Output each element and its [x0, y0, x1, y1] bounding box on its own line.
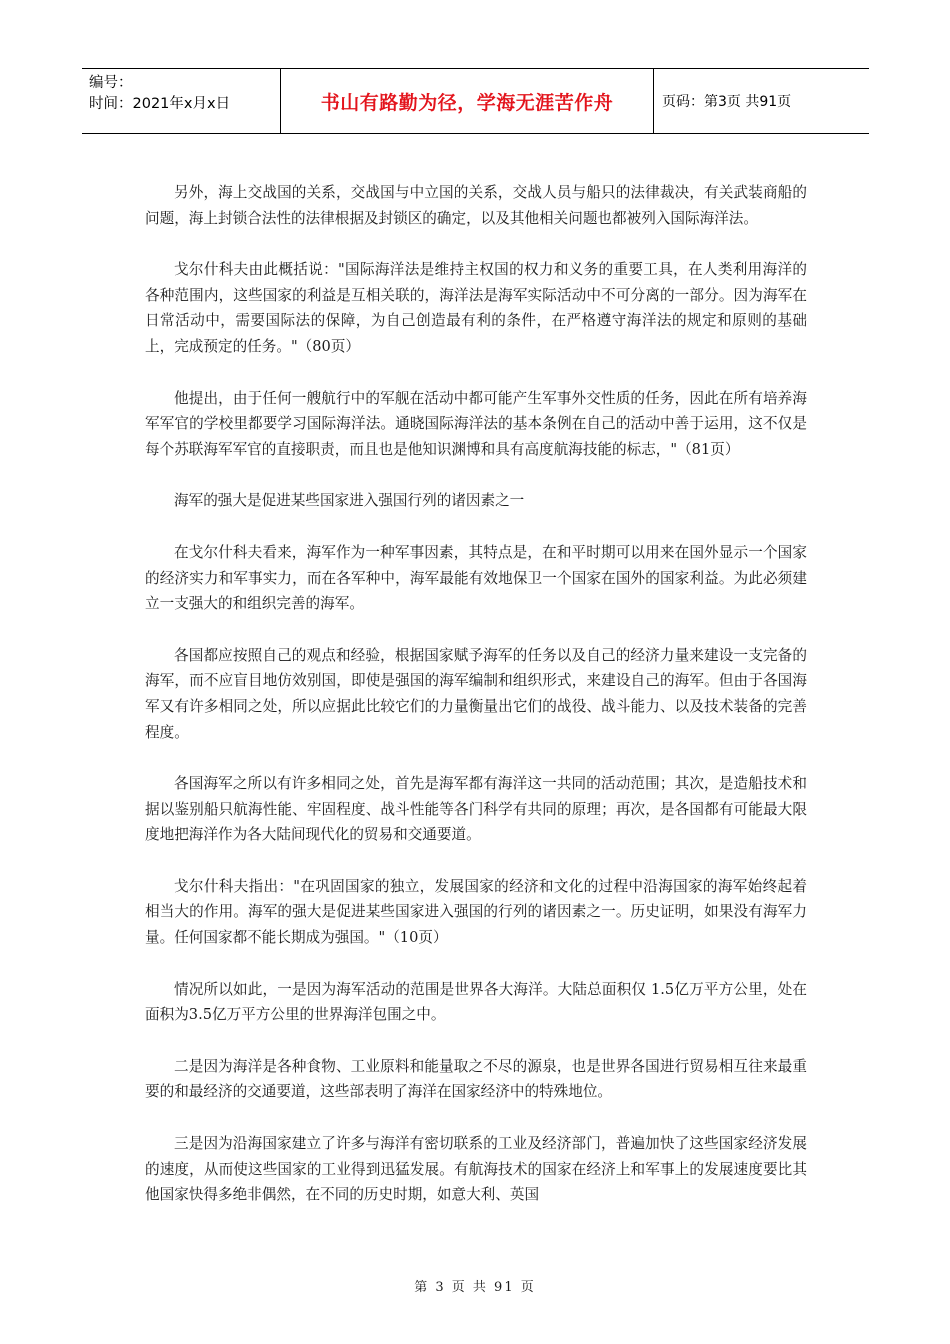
header-meta	[82, 69, 281, 133]
page-footer: 第 3 页 共 91 页	[414, 1280, 536, 1295]
paragraph: 另外，海上交战国的关系，交战国与中立国的关系，交战人员与船只的法律裁决，有关武装商船的问题，海上封锁合法性的法律根据及封锁区的确定，以及其他相关问题也都被列入国际海洋法。	[145, 184, 807, 227]
paragraph: 在戈尔什科夫看来，海军作为一种军事因素，其特点是，在和平时期可以用来在国外显示一个国家的经济实力和军事实力，而在各军种中，海军最能有效地保卫一个国家在国外的国家利益。为此必须建立一支强大的和组织完善的海军。	[145, 543, 807, 613]
paragraph: 戈尔什科夫指出："在巩固国家的独立，发展国家的经济和文化的过程中沿海国家的海军始终起着相当大的作用。海军的强大是促进某些国家进入强国的行列的诸因素之一。历史证明，如果没有海军力量。任何国家都不能长期成为强国。"（10页）	[145, 877, 807, 947]
paragraph: 二是因为海洋是各种食物、工业原料和能量取之不尽的源泉，也是世界各国进行贸易相互往来最重要的和最经济的交通要道，这些部表明了海洋在国家经济中的特殊地位。	[145, 1057, 807, 1101]
paragraph: 各国都应按照自己的观点和经验，根据国家赋予海军的任务以及自己的经济力量来建设一支完备的海军，而不应盲目地仿效别国，即使是强国的海军编制和组织形式，来建设自己的海军。但由于各国海军又有许多相同之处，所以应据此比较它们的力量衡量出它们的战役、战斗能力、以及技术装备的完善程度。	[145, 646, 807, 741]
paragraph: 他提出，由于任何一艘航行中的军舰在活动中都可能产生军事外交性质的任务，因此在所有培养海军军官的学校里都要学习国际海洋法。通晓国际海洋法的基本条例在自己的活动中善于运用，这不仅是每个苏联海军军官的直接职责，而且也是他知识渊博和具有高度航海技能的标志，"（81页）	[145, 389, 807, 458]
date-line: 时间：2021年x月x日	[89, 96, 231, 112]
section-heading: 海军的强大是促进某些国家进入强国行列的诸因素之一	[174, 492, 525, 510]
serial-number-label: 编号：	[89, 75, 133, 91]
page-header	[82, 68, 869, 134]
header-page-info: 页码：第3页 共91页	[662, 94, 792, 110]
paragraph: 各国海军之所以有许多相同之处，首先是海军都有海洋这一共同的活动范围；其次，是造船技术和据以鉴别船只航海性能、牢固程度、战斗性能等各门科学有共同的原理；再次，是各国都有可能最大限度地把海洋作为各大陆间现代化的贸易和交通要道。	[145, 775, 807, 844]
document-body	[145, 180, 807, 1234]
header-motto: 书山有路勤为径，学海无涯苦作舟	[281, 69, 654, 133]
paragraph: 情况所以如此，一是因为海军活动的范围是世界各大海洋。大陆总面积仅 1.5亿万平方公里，处在面积为3.5亿万平方公里的世界海洋包围之中。	[145, 980, 807, 1024]
paragraph: 戈尔什科夫由此概括说："国际海洋法是维持主权国的权力和义务的重要工具，在人类利用海洋的各种范围内，这些国家的利益是互相关联的，海洋法是海军实际活动中不可分离的一部分。因为海军在日常活动中，需要国际法的保障，为自己创造最有利的条件，在严格遵守海洋法的规定和原则的基础上，完成预定的任务。"（80页）	[145, 261, 807, 355]
paragraph: 三是因为沿海国家建立了许多与海洋有密切联系的工业及经济部门，普遍加快了这些国家经济发展的速度，从而使这些国家的工业得到迅猛发展。有航海技术的国家在经济上和军事上的发展速度要比其他国家快得多绝非偶然，在不同的历史时期，如意大利、英国	[145, 1135, 807, 1204]
